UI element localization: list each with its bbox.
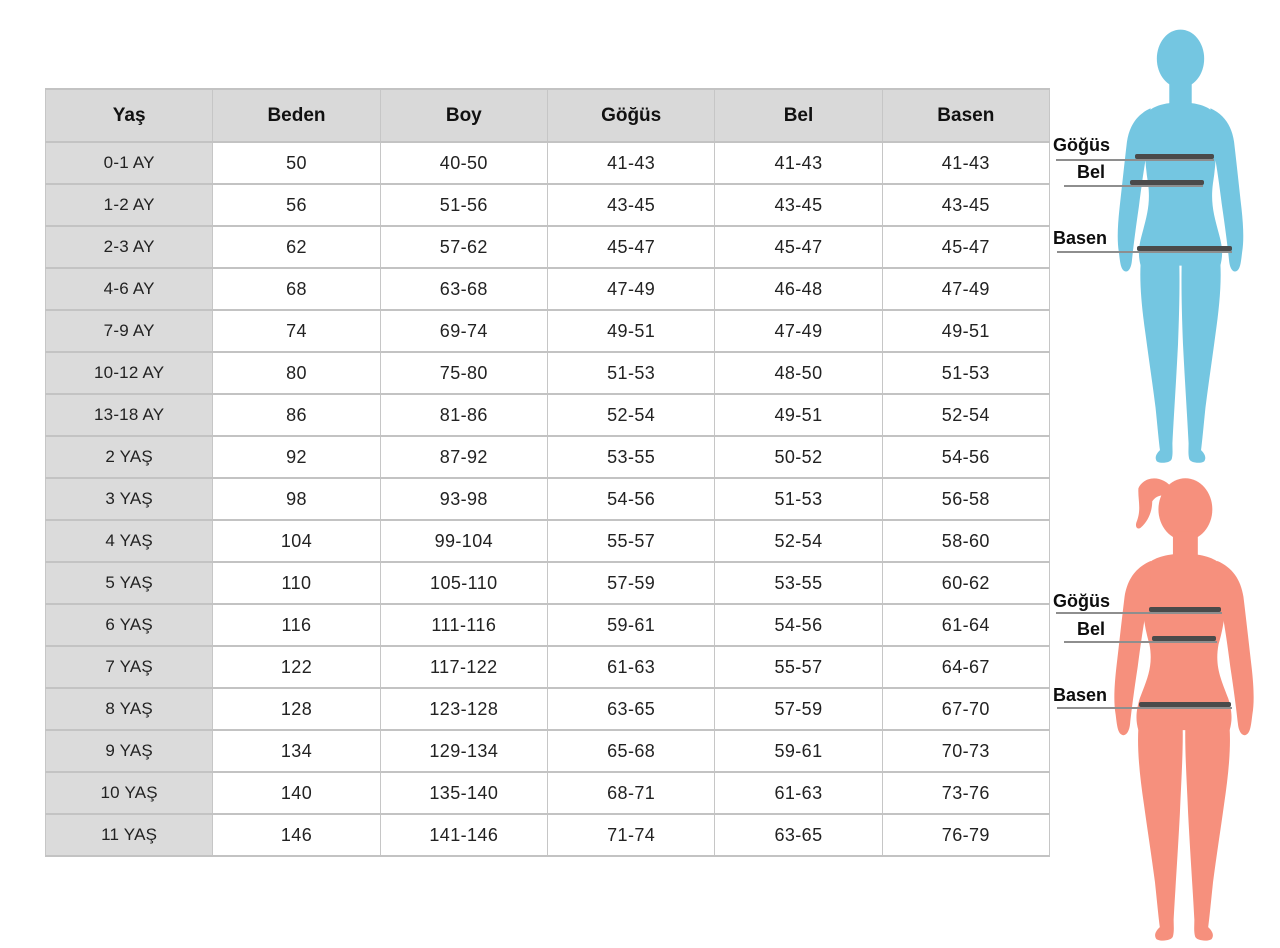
- basen-label-blue: Basen: [1053, 228, 1108, 248]
- basen-pointer-line-blue: [1057, 251, 1232, 253]
- table-row: [46, 394, 1050, 436]
- table-row: [46, 604, 1050, 646]
- value-cell: 54-56: [715, 604, 882, 646]
- basen-pointer-line-pink: [1057, 707, 1232, 709]
- value-cell: 55-57: [715, 646, 882, 688]
- gogus-pointer-line-pink: [1056, 612, 1222, 614]
- value-cell: 65-68: [547, 730, 714, 772]
- value-cell: 68: [213, 268, 380, 310]
- value-cell: 41-43: [547, 142, 714, 184]
- value-cell: 122: [213, 646, 380, 688]
- table-row: [46, 814, 1050, 856]
- basen-label-pink: Basen: [1053, 685, 1108, 705]
- value-cell: 110: [213, 562, 380, 604]
- bel-measure-line-blue: [1130, 180, 1204, 185]
- age-label-cell: 8 YAŞ: [46, 688, 213, 730]
- table-row: [46, 730, 1050, 772]
- value-cell: 140: [213, 772, 380, 814]
- value-cell: 51-56: [380, 184, 547, 226]
- header-row: [46, 89, 1050, 142]
- value-cell: 63-68: [380, 268, 547, 310]
- table-row: [46, 772, 1050, 814]
- age-label-cell: 4 YAŞ: [46, 520, 213, 562]
- value-cell: 50-52: [715, 436, 882, 478]
- value-cell: 70-73: [882, 730, 1049, 772]
- value-cell: 57-59: [715, 688, 882, 730]
- value-cell: 59-61: [715, 730, 882, 772]
- value-cell: 54-56: [547, 478, 714, 520]
- table-row: [46, 688, 1050, 730]
- value-cell: 86: [213, 394, 380, 436]
- table-header: [46, 89, 1050, 142]
- age-label-cell: 7 YAŞ: [46, 646, 213, 688]
- age-label-cell: 2-3 AY: [46, 226, 213, 268]
- value-cell: 52-54: [882, 394, 1049, 436]
- value-cell: 87-92: [380, 436, 547, 478]
- value-cell: 129-134: [380, 730, 547, 772]
- basen-measure-line-blue: [1137, 246, 1232, 251]
- value-cell: 51-53: [882, 352, 1049, 394]
- value-cell: 61-63: [715, 772, 882, 814]
- age-label-cell: 10-12 AY: [46, 352, 213, 394]
- value-cell: 55-57: [547, 520, 714, 562]
- value-cell: 53-55: [547, 436, 714, 478]
- table-row: [46, 184, 1050, 226]
- age-label-cell: 5 YAŞ: [46, 562, 213, 604]
- value-cell: 41-43: [715, 142, 882, 184]
- value-cell: 74: [213, 310, 380, 352]
- age-label-cell: 1-2 AY: [46, 184, 213, 226]
- value-cell: 71-74: [547, 814, 714, 856]
- value-cell: 134: [213, 730, 380, 772]
- value-cell: 111-116: [380, 604, 547, 646]
- value-cell: 117-122: [380, 646, 547, 688]
- value-cell: 128: [213, 688, 380, 730]
- gogus-label-pink: Göğüs: [1053, 591, 1110, 611]
- pink-girl-silhouette: [1108, 471, 1260, 947]
- column-header-basen: Basen: [882, 89, 1049, 142]
- value-cell: 76-79: [882, 814, 1049, 856]
- table-row: [46, 352, 1050, 394]
- column-header-beden: Beden: [213, 89, 380, 142]
- value-cell: 75-80: [380, 352, 547, 394]
- value-cell: 56-58: [882, 478, 1049, 520]
- value-cell: 135-140: [380, 772, 547, 814]
- bel-pointer-line-blue: [1064, 185, 1203, 187]
- column-header-gogus: Göğüs: [547, 89, 714, 142]
- table-row: [46, 646, 1050, 688]
- value-cell: 80: [213, 352, 380, 394]
- value-cell: 93-98: [380, 478, 547, 520]
- value-cell: 92: [213, 436, 380, 478]
- age-label-cell: 7-9 AY: [46, 310, 213, 352]
- age-label-cell: 0-1 AY: [46, 142, 213, 184]
- value-cell: 67-70: [882, 688, 1049, 730]
- value-cell: 68-71: [547, 772, 714, 814]
- basen-measure-line-pink: [1139, 702, 1231, 707]
- age-label-cell: 11 YAŞ: [46, 814, 213, 856]
- column-header-yas: Yaş: [46, 89, 213, 142]
- value-cell: 57-59: [547, 562, 714, 604]
- value-cell: 49-51: [882, 310, 1049, 352]
- column-header-boy: Boy: [380, 89, 547, 142]
- value-cell: 45-47: [547, 226, 714, 268]
- value-cell: 146: [213, 814, 380, 856]
- age-label-cell: 10 YAŞ: [46, 772, 213, 814]
- value-cell: 104: [213, 520, 380, 562]
- column-header-bel: Bel: [715, 89, 882, 142]
- value-cell: 51-53: [715, 478, 882, 520]
- value-cell: 98: [213, 478, 380, 520]
- age-label-cell: 3 YAŞ: [46, 478, 213, 520]
- value-cell: 46-48: [715, 268, 882, 310]
- gogus-label-blue: Göğüs: [1053, 135, 1110, 155]
- table-row: [46, 226, 1050, 268]
- value-cell: 59-61: [547, 604, 714, 646]
- value-cell: 52-54: [715, 520, 882, 562]
- value-cell: 47-49: [547, 268, 714, 310]
- value-cell: 49-51: [715, 394, 882, 436]
- value-cell: 81-86: [380, 394, 547, 436]
- table-body: [46, 142, 1050, 856]
- value-cell: 47-49: [715, 310, 882, 352]
- age-label-cell: 13-18 AY: [46, 394, 213, 436]
- value-cell: 47-49: [882, 268, 1049, 310]
- value-cell: 48-50: [715, 352, 882, 394]
- value-cell: 64-67: [882, 646, 1049, 688]
- age-label-cell: 2 YAŞ: [46, 436, 213, 478]
- age-label-cell: 9 YAŞ: [46, 730, 213, 772]
- bel-label-blue: Bel: [1077, 162, 1106, 182]
- table-row: [46, 436, 1050, 478]
- value-cell: 73-76: [882, 772, 1049, 814]
- value-cell: 63-65: [547, 688, 714, 730]
- value-cell: 61-63: [547, 646, 714, 688]
- value-cell: 45-47: [715, 226, 882, 268]
- table-row: [46, 142, 1050, 184]
- value-cell: 105-110: [380, 562, 547, 604]
- bel-pointer-line-pink: [1064, 641, 1217, 643]
- value-cell: 58-60: [882, 520, 1049, 562]
- gogus-measure-line-blue: [1135, 154, 1214, 159]
- value-cell: 53-55: [715, 562, 882, 604]
- table-row: [46, 520, 1050, 562]
- value-cell: 54-56: [882, 436, 1049, 478]
- table-row: [46, 310, 1050, 352]
- age-label-cell: 6 YAŞ: [46, 604, 213, 646]
- value-cell: 43-45: [547, 184, 714, 226]
- value-cell: 60-62: [882, 562, 1049, 604]
- value-cell: 99-104: [380, 520, 547, 562]
- value-cell: 61-64: [882, 604, 1049, 646]
- value-cell: 43-45: [882, 184, 1049, 226]
- table-row: [46, 268, 1050, 310]
- value-cell: 63-65: [715, 814, 882, 856]
- value-cell: 52-54: [547, 394, 714, 436]
- value-cell: 141-146: [380, 814, 547, 856]
- value-cell: 116: [213, 604, 380, 646]
- size-chart-table: [45, 88, 1050, 857]
- value-cell: 43-45: [715, 184, 882, 226]
- value-cell: 57-62: [380, 226, 547, 268]
- value-cell: 45-47: [882, 226, 1049, 268]
- table-row: [46, 478, 1050, 520]
- table-row: [46, 562, 1050, 604]
- gogus-pointer-line-blue: [1056, 159, 1214, 161]
- value-cell: 49-51: [547, 310, 714, 352]
- value-cell: 56: [213, 184, 380, 226]
- value-cell: 69-74: [380, 310, 547, 352]
- gogus-measure-line-pink: [1149, 607, 1221, 612]
- value-cell: 50: [213, 142, 380, 184]
- bel-measure-line-pink: [1152, 636, 1216, 641]
- value-cell: 123-128: [380, 688, 547, 730]
- value-cell: 41-43: [882, 142, 1049, 184]
- value-cell: 40-50: [380, 142, 547, 184]
- value-cell: 62: [213, 226, 380, 268]
- age-label-cell: 4-6 AY: [46, 268, 213, 310]
- bel-label-pink: Bel: [1077, 619, 1106, 639]
- value-cell: 51-53: [547, 352, 714, 394]
